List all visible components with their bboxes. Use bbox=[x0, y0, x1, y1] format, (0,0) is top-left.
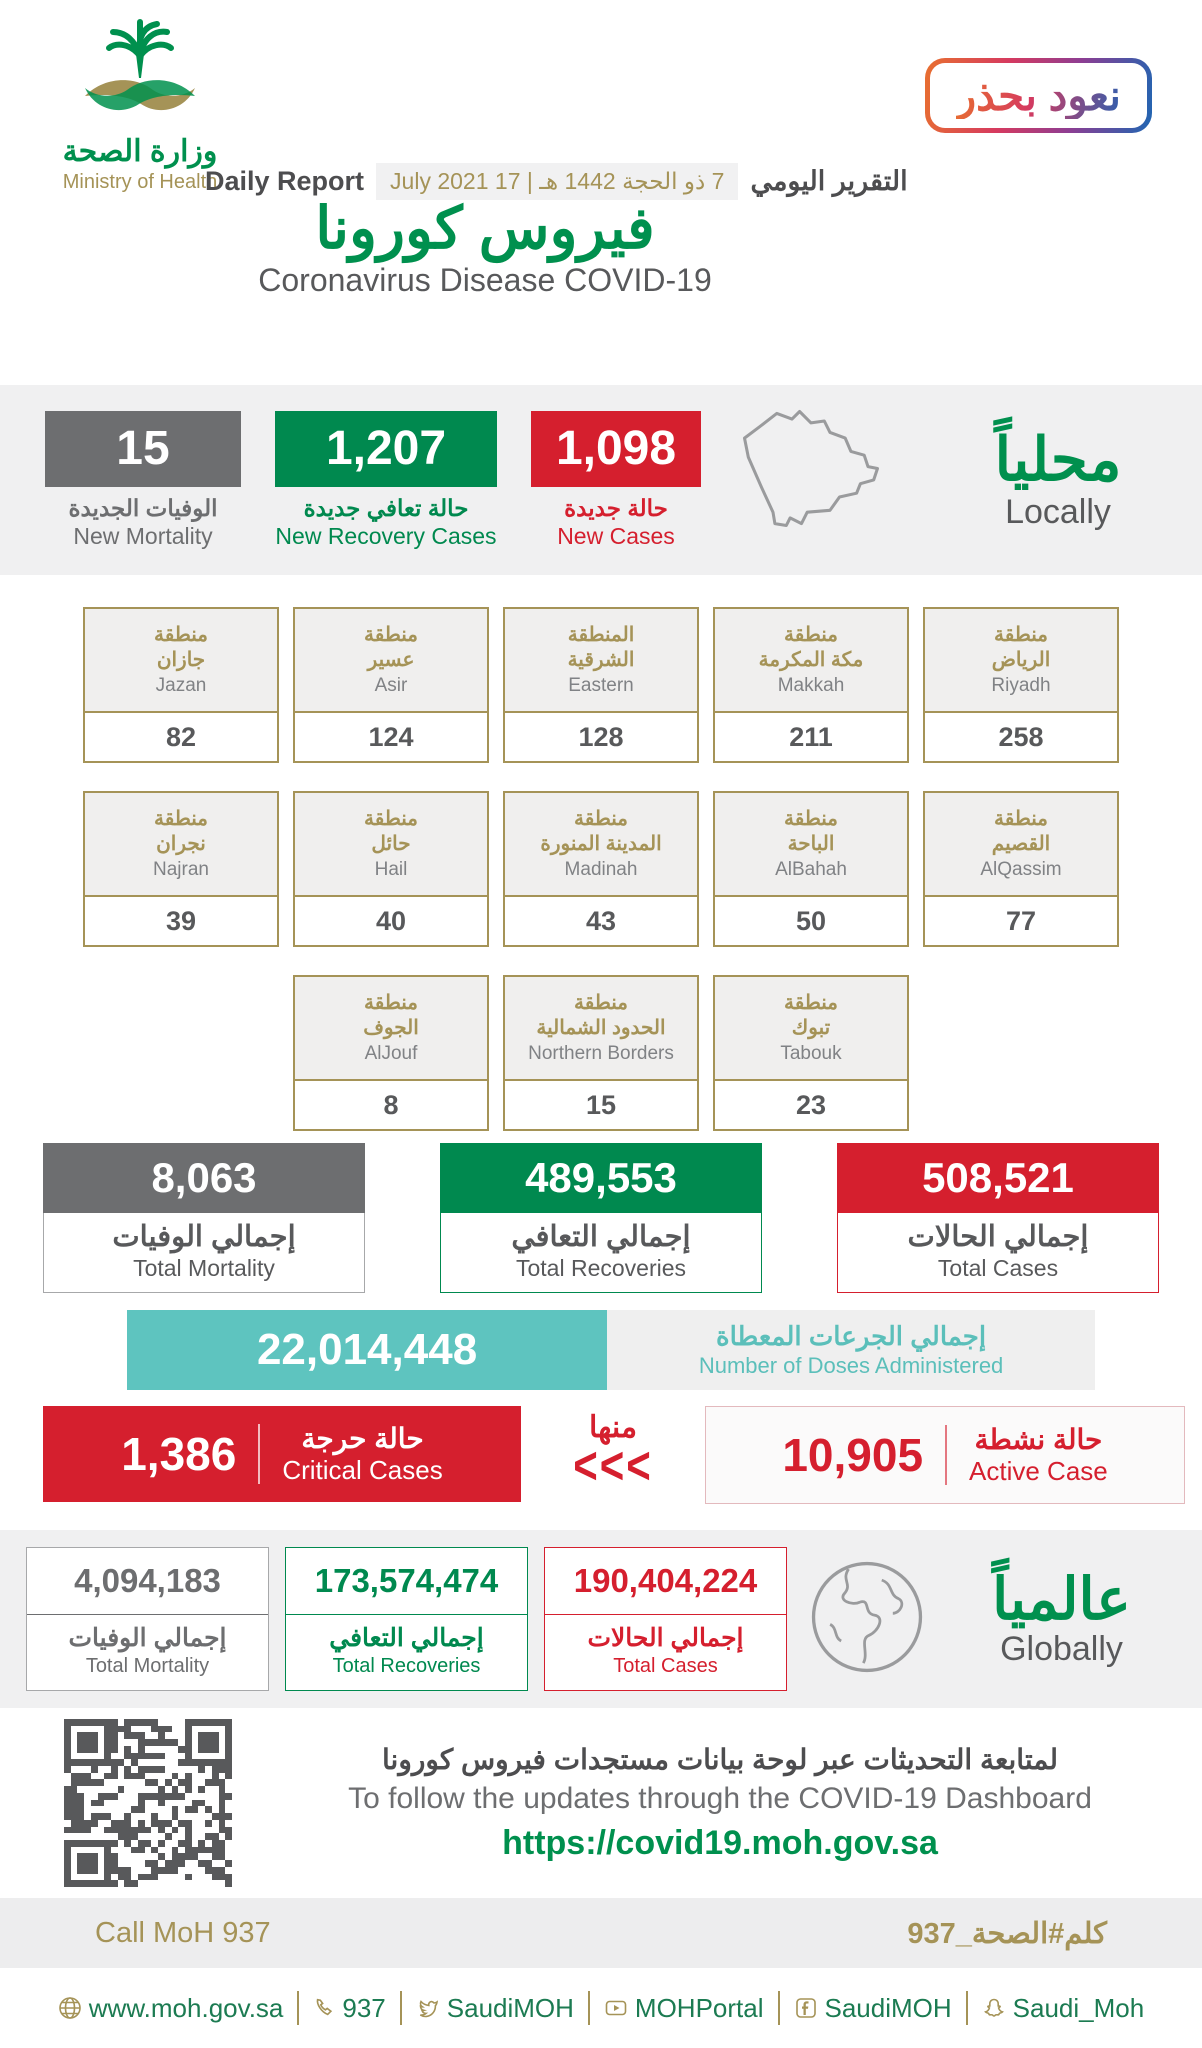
region-ar-line2: تبوك bbox=[791, 1017, 831, 1039]
regions-row-1 bbox=[0, 607, 1202, 763]
region-card-albahah bbox=[713, 791, 909, 947]
globally-label bbox=[947, 1566, 1176, 1669]
snapchat-icon bbox=[982, 1996, 1006, 2020]
region-value: 23 bbox=[795, 1089, 827, 1120]
region-en: Asir bbox=[374, 675, 408, 696]
footer-website-link[interactable] bbox=[58, 1993, 284, 2024]
region-en: Jazan bbox=[155, 675, 207, 696]
global-cases-label-ar: إجمالي الحالات bbox=[587, 1624, 744, 1652]
critical-cases-box bbox=[43, 1406, 521, 1502]
call-moh-label-en: Call MoH 937 bbox=[95, 1916, 271, 1949]
footer-facebook-label: SaudiMOH bbox=[824, 1992, 952, 2023]
doses-label-ar: إجمالي الجرعات المعطاة bbox=[716, 1321, 987, 1351]
divider bbox=[400, 1991, 402, 2025]
region-value: 258 bbox=[998, 721, 1044, 752]
global-cases-box bbox=[544, 1547, 787, 1691]
region-ar-line2: حائل bbox=[371, 833, 411, 855]
locally-section bbox=[0, 385, 1202, 575]
regions-grid bbox=[0, 575, 1202, 1125]
total-cases-label-ar: إجمالي الحالات bbox=[907, 1221, 1089, 1253]
region-ar-line2: الباحة bbox=[787, 833, 835, 855]
page-title bbox=[100, 198, 870, 299]
divider bbox=[945, 1425, 947, 1485]
divider bbox=[588, 1991, 590, 2025]
report-date-line bbox=[205, 163, 908, 200]
global-cases-value: 190,404,224 bbox=[545, 1548, 786, 1615]
footer-facebook-link[interactable] bbox=[794, 1993, 952, 2024]
footer-youtube-link[interactable] bbox=[604, 1993, 764, 2024]
new-cases-value: 1,098 bbox=[531, 411, 701, 487]
region-value: 40 bbox=[375, 905, 407, 936]
region-ar-line2: مكة المكرمة bbox=[758, 649, 864, 671]
active-cases-box bbox=[705, 1406, 1185, 1504]
region-ar-line1: منطقة bbox=[154, 808, 208, 830]
total-recoveries-label-en: Total Recoveries bbox=[515, 1255, 687, 1281]
critical-active-row bbox=[0, 1400, 1202, 1530]
new-recovery-stat bbox=[275, 411, 497, 550]
title-english: Coronavirus Disease COVID-19 bbox=[258, 262, 712, 298]
region-ar-line1: منطقة bbox=[154, 624, 208, 646]
region-en: Hail bbox=[374, 859, 408, 880]
locally-label bbox=[959, 425, 1157, 532]
title-arabic: فيروس كورونا bbox=[315, 196, 655, 261]
active-cases-value: 10,905 bbox=[782, 1429, 924, 1481]
total-cases-box bbox=[837, 1143, 1159, 1300]
divider bbox=[778, 1991, 780, 2025]
phone-icon bbox=[313, 1997, 335, 2019]
region-value: 77 bbox=[1005, 905, 1037, 936]
active-cases-label-en: Active Case bbox=[969, 1456, 1108, 1486]
region-card-northern-borders bbox=[503, 975, 699, 1131]
total-mortality-box bbox=[43, 1143, 365, 1300]
region-en: AlBahah bbox=[775, 859, 847, 880]
region-ar-line1: منطقة bbox=[784, 624, 838, 646]
new-cases-stat bbox=[531, 411, 701, 550]
divider bbox=[297, 1991, 299, 2025]
qr-code bbox=[64, 1719, 232, 1887]
total-recoveries-label-ar: إجمالي التعافي bbox=[511, 1221, 691, 1253]
footer-snapchat-link[interactable] bbox=[982, 1993, 1145, 2024]
total-mortality-label-en: Total Mortality bbox=[133, 1255, 275, 1281]
region-ar-line1: منطقة bbox=[784, 992, 838, 1014]
footer-phone-label: 937 bbox=[342, 1992, 386, 2023]
global-recoveries-value: 173,574,474 bbox=[286, 1548, 527, 1615]
region-value: 82 bbox=[165, 721, 197, 752]
chevrons-left-icon: <<< bbox=[573, 1436, 653, 1495]
region-ar-line1: منطقة bbox=[364, 624, 418, 646]
divider bbox=[258, 1424, 260, 1484]
region-card-alqassim bbox=[923, 791, 1119, 947]
region-value: 211 bbox=[789, 721, 833, 752]
globally-label-en: Globally bbox=[1000, 1629, 1123, 1668]
global-mortality-label-en: Total Mortality bbox=[85, 1655, 210, 1677]
total-recoveries-value: 489,553 bbox=[440, 1143, 762, 1213]
saudi-map-icon bbox=[735, 403, 925, 558]
new-recovery-label-ar: حالة تعافي جديدة bbox=[303, 494, 469, 521]
region-card-hail bbox=[293, 791, 489, 947]
region-ar-line2: نجران bbox=[156, 833, 206, 855]
region-value: 8 bbox=[383, 1089, 399, 1120]
report-header bbox=[0, 0, 1202, 385]
global-recoveries-box bbox=[285, 1547, 528, 1691]
region-ar-line2: عسير bbox=[367, 649, 415, 671]
region-ar-line1: منطقة bbox=[574, 992, 628, 1014]
active-cases-label-ar: حالة نشطة bbox=[974, 1424, 1103, 1455]
region-ar-line1: منطقة bbox=[364, 808, 418, 830]
region-en: Madinah bbox=[564, 859, 638, 880]
divider bbox=[966, 1991, 968, 2025]
region-en: Tabouk bbox=[780, 1043, 842, 1064]
global-cases-label-en: Total Cases bbox=[613, 1655, 718, 1677]
daily-report-label-ar: التقرير اليومي bbox=[750, 166, 908, 196]
total-mortality-label-ar: إجمالي الوفيات bbox=[112, 1221, 296, 1253]
footer-website-label: www.moh.gov.sa bbox=[88, 1992, 284, 2023]
region-value: 50 bbox=[795, 905, 827, 936]
region-card-madinah bbox=[503, 791, 699, 947]
report-date: 7 ذو الحجة 1442 هـ | 17 July 2021 bbox=[376, 163, 738, 200]
footer-snapchat-label: Saudi_Moh bbox=[1012, 1992, 1145, 2023]
globe-icon bbox=[803, 1558, 931, 1681]
region-en: Northern Borders bbox=[528, 1043, 674, 1064]
region-ar-line2: الشرقية bbox=[567, 649, 635, 671]
daily-report-label-en: Daily Report bbox=[205, 166, 365, 196]
doses-value: 22,014,448 bbox=[127, 1310, 607, 1390]
new-mortality-label-ar: الوفيات الجديدة bbox=[68, 494, 218, 521]
global-mortality-value: 4,094,183 bbox=[27, 1548, 268, 1615]
region-ar-line1: المنطقة bbox=[567, 624, 635, 646]
region-card-makkah bbox=[713, 607, 909, 763]
footer-twitter-label: SaudiMOH bbox=[446, 1992, 574, 2023]
region-ar-line2: الرياض bbox=[991, 649, 1051, 671]
badge-text: نعود بحذر bbox=[955, 72, 1121, 119]
dashboard-note-en: To follow the updates through the COVID-19 Dashboard bbox=[348, 1782, 1092, 1815]
new-cases-label-en: New Cases bbox=[557, 522, 675, 549]
total-recoveries-box bbox=[440, 1143, 762, 1300]
locally-label-en: Locally bbox=[1005, 492, 1111, 531]
global-recoveries-label-en: Total Recoveries bbox=[332, 1655, 481, 1677]
total-cases-value: 508,521 bbox=[837, 1143, 1159, 1213]
regions-row-2 bbox=[0, 791, 1202, 947]
new-mortality-stat bbox=[45, 411, 241, 550]
footer-phone-link[interactable] bbox=[313, 1993, 385, 2024]
logo-english-name: Ministry of Health bbox=[62, 171, 218, 193]
region-card-riyadh bbox=[923, 607, 1119, 763]
footer-twitter-link[interactable] bbox=[416, 1993, 574, 2024]
region-en: Najran bbox=[153, 859, 209, 880]
region-card-tabouk bbox=[713, 975, 909, 1131]
region-ar-line1: منطقة bbox=[994, 808, 1048, 830]
global-mortality-label-ar: إجمالي الوفيات bbox=[68, 1624, 227, 1652]
region-en: AlQassim bbox=[980, 859, 1062, 880]
region-card-aljouf bbox=[293, 975, 489, 1131]
region-value: 43 bbox=[585, 905, 617, 936]
region-ar-line1: منطقة bbox=[994, 624, 1048, 646]
total-cases-label-en: Total Cases bbox=[937, 1255, 1059, 1281]
doses-label bbox=[607, 1310, 1095, 1390]
youtube-icon bbox=[604, 1996, 628, 2020]
total-mortality-value: 8,063 bbox=[43, 1143, 365, 1213]
new-recovery-label-en: New Recovery Cases bbox=[275, 522, 497, 549]
region-ar-line2: جازان bbox=[156, 649, 206, 671]
region-en: Riyadh bbox=[991, 675, 1051, 696]
globe-icon bbox=[58, 1996, 82, 2020]
regions-row-3 bbox=[0, 975, 1202, 1131]
region-value: 39 bbox=[165, 905, 197, 936]
region-ar-line2: القصيم bbox=[991, 833, 1051, 855]
region-card-eastern bbox=[503, 607, 699, 763]
call-moh-band bbox=[0, 1898, 1202, 1968]
doses-section bbox=[0, 1300, 1202, 1400]
globally-section bbox=[0, 1530, 1202, 1708]
critical-cases-label-en: Critical Cases bbox=[282, 1455, 443, 1485]
return-with-caution-badge bbox=[925, 58, 1152, 133]
dashboard-url-link[interactable]: https://covid19.moh.gov.sa bbox=[502, 1824, 938, 1862]
region-en: Eastern bbox=[568, 675, 634, 696]
region-card-asir bbox=[293, 607, 489, 763]
local-totals-row bbox=[0, 1125, 1202, 1300]
of-which-label: منها bbox=[588, 1411, 638, 1444]
global-recoveries-label-ar: إجمالي التعافي bbox=[329, 1624, 484, 1652]
region-en: AlJouf bbox=[364, 1043, 418, 1064]
region-ar-line2: المدينة المنورة bbox=[540, 833, 662, 855]
new-mortality-label-en: New Mortality bbox=[73, 522, 213, 549]
footer-youtube-label: MOHPortal bbox=[634, 1992, 764, 2023]
region-en: Makkah bbox=[777, 675, 845, 696]
of-which-connector bbox=[521, 1406, 705, 1495]
global-mortality-box bbox=[26, 1547, 269, 1691]
call-moh-hashtag-ar: كلم#الصحة_937 bbox=[907, 1917, 1107, 1950]
region-ar-line1: منطقة bbox=[574, 808, 628, 830]
logo-arabic-name: وزارة الصحة bbox=[62, 135, 218, 168]
region-value: 128 bbox=[578, 721, 624, 752]
locally-label-ar: محلياً bbox=[994, 425, 1122, 493]
dashboard-note-ar: لمتابعة التحديثات عبر لوحة بيانات مستجدات فيروس كورونا bbox=[382, 1744, 1058, 1775]
critical-cases-value: 1,386 bbox=[121, 1428, 237, 1480]
doses-label-en: Number of Doses Administered bbox=[698, 1353, 1004, 1378]
moh-palm-logo-icon bbox=[40, 18, 240, 136]
region-value: 15 bbox=[585, 1089, 617, 1120]
footer-contact-bar bbox=[0, 1968, 1202, 2048]
new-mortality-value: 15 bbox=[45, 411, 241, 487]
region-ar-line1: منطقة bbox=[364, 992, 418, 1014]
region-ar-line2: الجوف bbox=[363, 1017, 419, 1039]
region-value: 124 bbox=[368, 721, 414, 752]
region-ar-line1: منطقة bbox=[784, 808, 838, 830]
facebook-icon bbox=[794, 1996, 818, 2020]
new-recovery-value: 1,207 bbox=[275, 411, 497, 487]
twitter-icon bbox=[416, 1996, 440, 2020]
globally-label-ar: عالمياً bbox=[992, 1566, 1131, 1632]
dashboard-section bbox=[0, 1708, 1202, 1898]
region-card-najran bbox=[83, 791, 279, 947]
critical-cases-label-ar: حالة حرجة bbox=[301, 1423, 424, 1454]
new-cases-label-ar: حالة جديدة bbox=[564, 494, 668, 521]
region-card-jazan bbox=[83, 607, 279, 763]
region-ar-line2: الحدود الشمالية bbox=[536, 1017, 666, 1039]
